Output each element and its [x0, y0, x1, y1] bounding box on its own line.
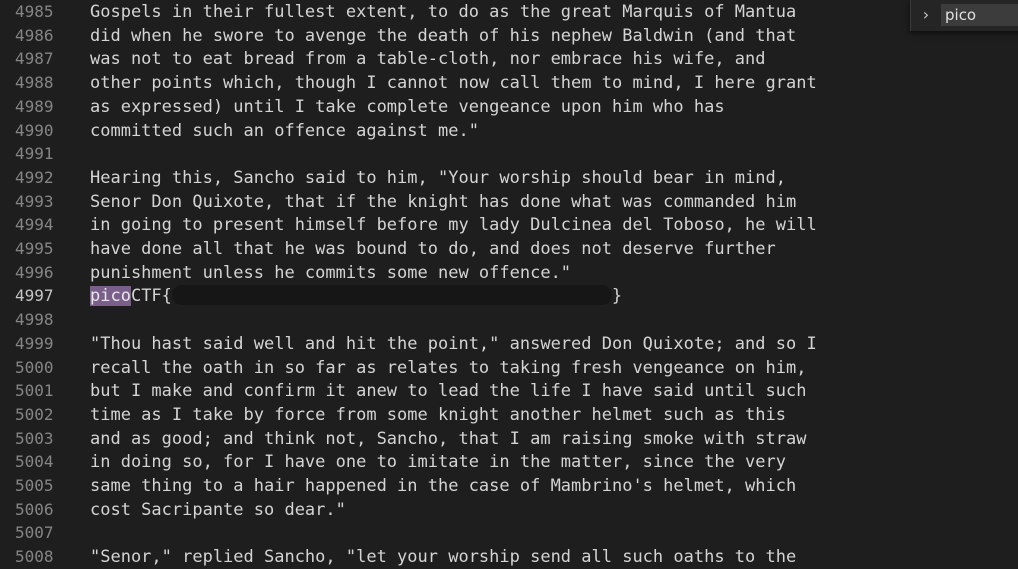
line-text: was not to eat bread from a table-cloth, nor embrace his wife, and — [90, 49, 766, 70]
line-number: 4993 — [15, 191, 54, 211]
find-input[interactable] — [941, 4, 1018, 26]
line-number: 5003 — [15, 428, 54, 448]
line-number: 4986 — [15, 25, 54, 45]
redaction-bar — [172, 285, 612, 305]
line-text: other points which, though I cannot now call them to mind, I here grant — [90, 73, 817, 94]
line-text: Gospels in their fullest extent, to do as the great Marquis of Mantua — [90, 2, 797, 22]
line-number: 4985 — [15, 2, 54, 21]
line-text: recall the oath in so far as relates to taking fresh vengeance on him, — [90, 357, 807, 378]
line-number: 4994 — [15, 215, 54, 235]
line-text — [90, 284, 622, 308]
line-number: 5000 — [15, 357, 54, 377]
line-text: "Senor," replied Sancho, "let your worship send all such oaths to the — [90, 547, 797, 568]
line-number: 4996 — [15, 262, 54, 282]
line-text: punishment unless he commits some new offence." — [90, 262, 572, 283]
line-number: 5006 — [15, 499, 54, 519]
line-number: 4997 — [15, 286, 54, 306]
line-text: time as I take by force from some knight another helmet such as this — [90, 404, 786, 425]
line-number: 4995 — [15, 239, 54, 258]
line-text: Hearing this, Sancho said to him, "Your worship should bear in mind, — [90, 167, 786, 188]
line-number: 5005 — [15, 476, 54, 495]
line-number: 4987 — [15, 49, 54, 69]
line-text: but I make and confirm it anew to lead the life I have said until such — [90, 381, 807, 402]
flag-suffix: } — [611, 286, 623, 307]
line-number: 5007 — [15, 523, 54, 543]
chevron-right-icon[interactable]: › — [922, 5, 930, 24]
line-number: 5001 — [15, 381, 54, 401]
line-text: Senor Don Quixote, that if the knight has done what was commanded him — [90, 191, 797, 212]
line-number: 4991 — [15, 144, 54, 164]
line-text: did when he swore to avenge the death of his nephew Baldwin (and that — [90, 25, 797, 46]
line-number: 4992 — [15, 167, 54, 187]
line-number: 5008 — [15, 547, 54, 567]
line-number: 5002 — [15, 404, 54, 424]
line-text: same thing to a hair happened in the case of Mambrino's helmet, which — [90, 476, 797, 496]
line-text: in going to present himself before my lady Dulcinea del Toboso, he will — [90, 215, 817, 236]
line-number: 4999 — [15, 333, 54, 353]
line-text: as expressed) until I take complete vengeance upon him who has — [90, 96, 725, 117]
find-widget — [910, 0, 1018, 31]
flag-prefix: CTF{ — [130, 286, 172, 307]
line-number: 4988 — [15, 73, 54, 93]
line-text: cost Sacripante so dear." — [90, 499, 346, 520]
line-text: in doing so, for I have one to imitate in the matter, since the very — [90, 452, 786, 473]
line-text: "Thou hast said well and hit the point," answered Don Quixote; and so I — [90, 333, 817, 354]
line-number: 4998 — [15, 310, 54, 330]
line-number: 5004 — [15, 452, 54, 472]
line-number: 4989 — [15, 96, 54, 116]
line-text: committed such an offence against me." — [90, 120, 479, 141]
line-text: and as good; and think not, Sancho, that I am raising smoke with straw — [90, 428, 807, 449]
search-match-highlight: pico — [90, 286, 131, 307]
line-text: have done all that he was bound to do, and does not deserve further — [90, 239, 776, 259]
line-number: 4990 — [15, 120, 54, 140]
